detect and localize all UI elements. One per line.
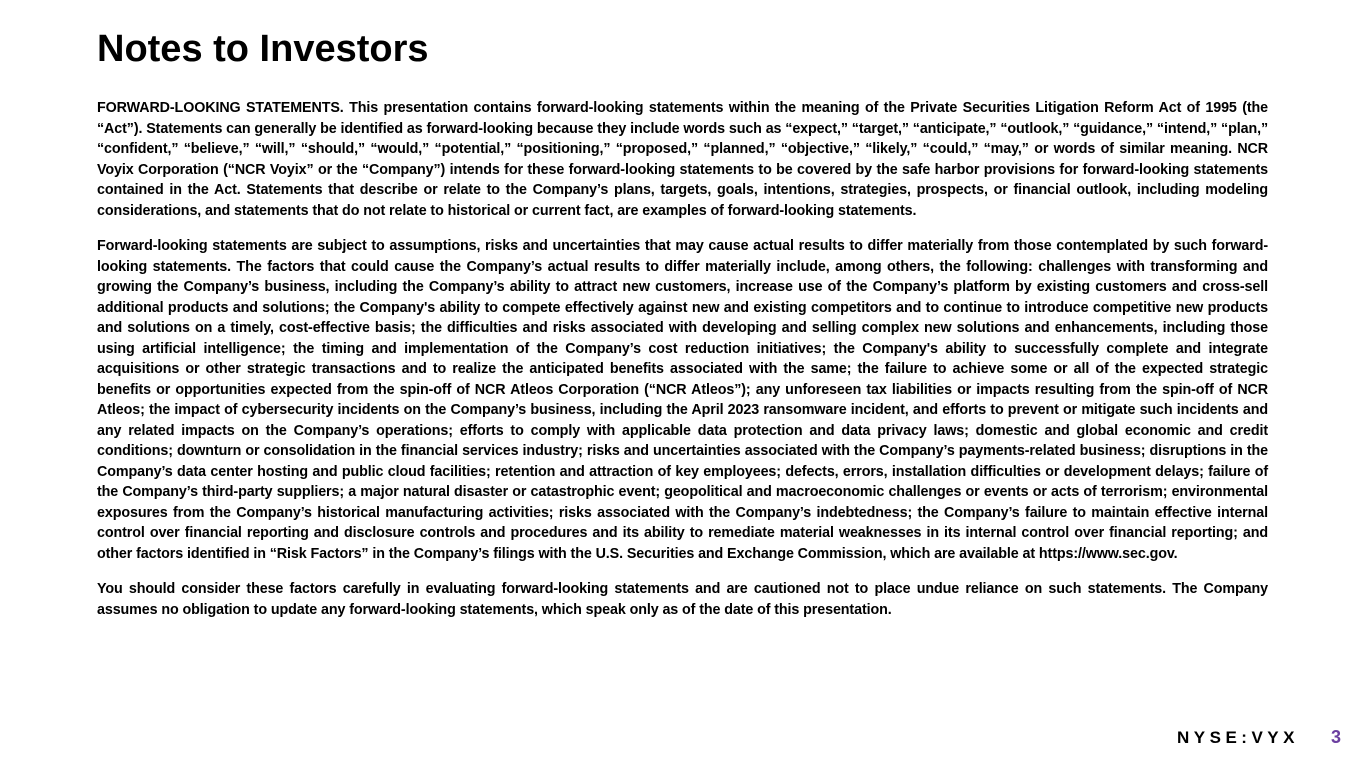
paragraph-risk-factors: Forward-looking statements are subject to assumptions, risks and uncertainties that may cause actual results to differ materially from those contemplated by such forward-looking statements. The factors that could cause the Company’s actual results to differ materially include, among others, the following: challenges with transforming and growing the Company’s business, including the Company’s ability to attract new customers, increase use of the Company’s platform by existing customers and cross-sell additional products and solutions; the Company's ability to compete effectively against new and existing competitors and to continue to introduce competitive new products and solutions on a timely, cost-effective basis; the difficulties and risks associated with developing and selling complex new solutions and enhancements, including those using artificial intelligence; the timing and implementation of the Company’s cost reduction initiatives; the Company's ability to successfully complete and integrate acquisitions or other strategic transactions and to realize the anticipated benefits associated with the same; the failure to achieve some or all of the expected strategic benefits or opportunities expected from the spin-off of NCR Atleos Corporation (“NCR Atleos”); any unforeseen tax liabilities or impacts resulting from the spin-off of NCR Atleos; the impact of cybersecurity incidents on the Company’s business, including the April 2023 ransomware incident, and efforts to prevent or mitigate such incidents and any related impacts on the Company’s operations; efforts to comply with applicable data protection and data privacy laws; domestic and global economic and credit conditions; downturn or consolidation in the financial services industry; risks and uncertainties associated with the Company’s payments-related business; disruptions in the Company’s data center hosting and public cloud facilities; retention and attraction of key employees; defects, errors, installation difficulties or development delays; failure of the Company’s third-party suppliers; a major natural disaster or catastrophic event; geopolitical and macroeconomic challenges or events or acts of terrorism; environmental exposures from the Company’s historical manufacturing activities; risks associated with the Company’s indebtedness; the Company’s failure to maintain effective internal control over financial reporting and disclosure controls and procedures and its ability to remediate material weaknesses in its internal control over financial reporting; and other factors identified in “Risk Factors” in the Company’s filings with the U.S. Securities and Exchange Commission, which are available at https://www.sec.gov. xyxy=(97,238,1268,562)
page-title: Notes to Investors xyxy=(97,28,429,70)
notes-body xyxy=(97,98,1268,635)
paragraph-caution: You should consider these factors carefully in evaluating forward-looking statements and are cautioned not to place undue reliance on such statements. The Company assumes no obligation to update any forward-looking statements, which speak only as of the date of this presentation. xyxy=(97,581,1268,618)
page-number: 3 xyxy=(1330,727,1341,747)
stock-ticker: NYSE:VYX xyxy=(1177,728,1299,747)
paragraph-forward-looking-statements: FORWARD-LOOKING STATEMENTS. This presentation contains forward-looking statements within the meaning of the Private Securities Litigation Reform Act of 1995 (the “Act”). Statements can generally be identified as forward-looking because they include words such as “expect,” “target,” “anticipate,” “outlook,” “guidance,” “intend,” “plan,” “confident,” “believe,” “will,” “should,” “would,” “potential,” “positioning,” “proposed,” “planned,” “objective,” “likely,” “could,” “may,” or words of similar meaning. NCR Voyix Corporation (“NCR Voyix” or the “Company”) intends for these forward-looking statements to be covered by the safe harbor provisions for forward-looking statements contained in the Act. Statements that describe or relate to the Company’s plans, targets, goals, intentions, strategies, prospects, or financial outlook, including modeling considerations, and statements that do not relate to historical or current fact, are examples of forward-looking statements. xyxy=(97,100,1268,219)
